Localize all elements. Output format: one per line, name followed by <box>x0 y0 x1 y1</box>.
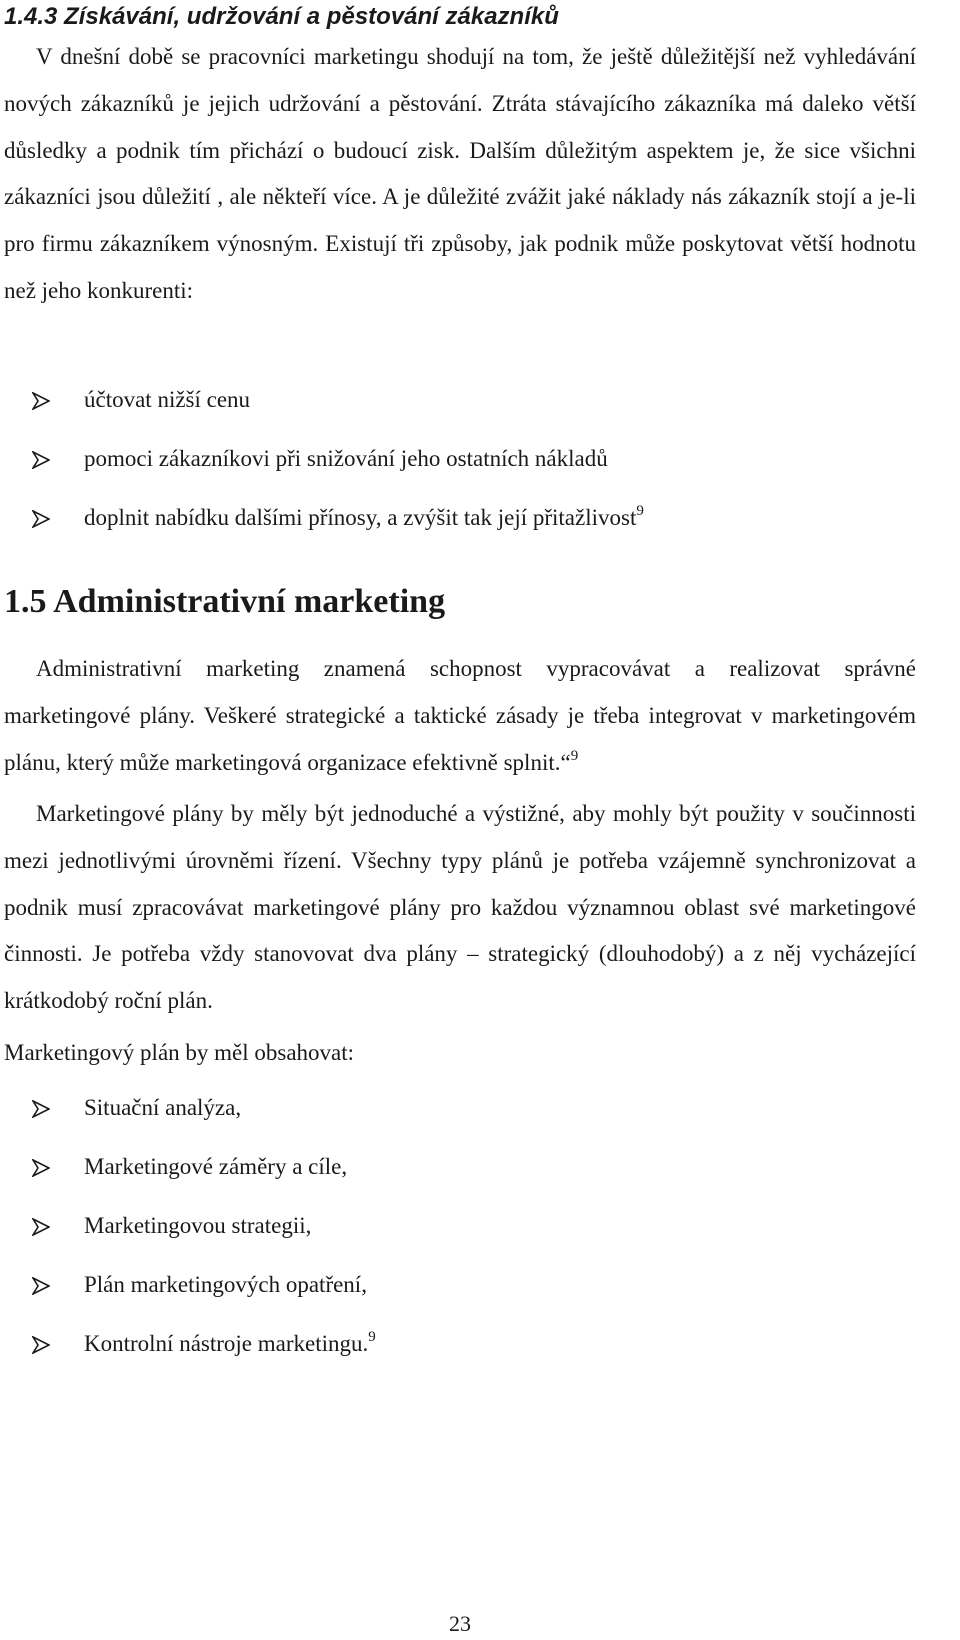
list-item-text: Kontrolní nástroje marketingu. <box>84 1331 369 1356</box>
list-item <box>4 1211 916 1270</box>
arrowhead-bullet-icon <box>32 1100 50 1118</box>
arrowhead-bullet-icon <box>32 451 50 469</box>
footnote-reference: 9 <box>636 503 644 519</box>
list-item <box>4 385 916 444</box>
list-item <box>4 1329 916 1388</box>
paragraph-marketing-plans: Marketingové plány by měly být jednoduché a výstižné, aby mohly být použity v součinnosti mezi jednotlivými úrovněmi řízení. Všechny typy plánů je potřeba vzájemně synchronizovat a podnik musí zpracovávat marketingové plány pro každou významnou oblast své marketingové činnosti. Je potřeba vždy stanovovat dva plány – strategický (dlouhodobý) a z něj vycházející krátkodobý roční plán. <box>4 801 916 1014</box>
list-item <box>4 1270 916 1329</box>
list-item-text: pomoci zákazníkovi při snižování jeho ostatních nákladů <box>84 446 608 471</box>
section-heading-1-5: 1.5 Administrativní marketing <box>4 583 446 620</box>
list-item <box>4 444 916 503</box>
list-item <box>4 1152 916 1211</box>
arrowhead-bullet-icon <box>32 392 50 410</box>
list-item <box>4 1093 916 1152</box>
arrowhead-bullet-icon <box>32 1336 50 1354</box>
list-intro: Marketingový plán by měl obsahovat: <box>4 1040 355 1065</box>
plan-contents-list <box>4 1093 916 1388</box>
section-heading-1-4-3: 1.4.3 Získávání, udržování a pěstování zákazníků <box>4 3 559 30</box>
list-item-text: Plán marketingových opatření, <box>84 1272 367 1297</box>
list-item-text: Marketingovou strategii, <box>84 1213 312 1238</box>
value-methods-list <box>4 385 916 562</box>
arrowhead-bullet-icon <box>32 510 50 528</box>
paragraph-text: Administrativní marketing znamená schopnost vypracovávat a realizovat správné marketingové plány. Veškeré strategické a taktické zásady je třeba integrovat v marketingovém plánu, který může marketingová organizace efektivně splnit.“ <box>4 656 916 775</box>
page-number: 23 <box>449 1611 471 1636</box>
list-item-text: doplnit nabídku dalšími přínosy, a zvýšit tak její přitažlivost <box>84 505 637 530</box>
arrowhead-bullet-icon <box>32 1159 50 1177</box>
list-item-text: Situační analýza, <box>84 1095 242 1120</box>
footnote-reference: 9 <box>368 1329 376 1345</box>
arrowhead-bullet-icon <box>32 1277 50 1295</box>
footnote-reference: 9 <box>570 747 579 764</box>
paragraph-customer-retention: V dnešní době se pracovníci marketingu shodují na tom, že ještě důležitější než vyhledávání nových zákazníků je jejich udržování a pěstování. Ztráta stávajícího zákazníka má daleko větší důsledky a podnik tím přichází o budoucí zisk. Dalším důležitým aspektem je, že sice všichni zákazníci jsou důležití , ale někteří více. A je důležité zvážit jaké náklady nás zákazník stojí a je-li pro firmu zákazníkem výnosným. Existují tři způsoby, jak podnik může poskytovat větší hodnotu než jeho konkurenti: <box>4 44 916 303</box>
paragraph-administrative-marketing <box>4 646 916 786</box>
list-item <box>4 503 916 562</box>
list-item-text: účtovat nižší cenu <box>84 387 251 412</box>
list-item-text: Marketingové záměry a cíle, <box>84 1154 348 1179</box>
arrowhead-bullet-icon <box>32 1218 50 1236</box>
